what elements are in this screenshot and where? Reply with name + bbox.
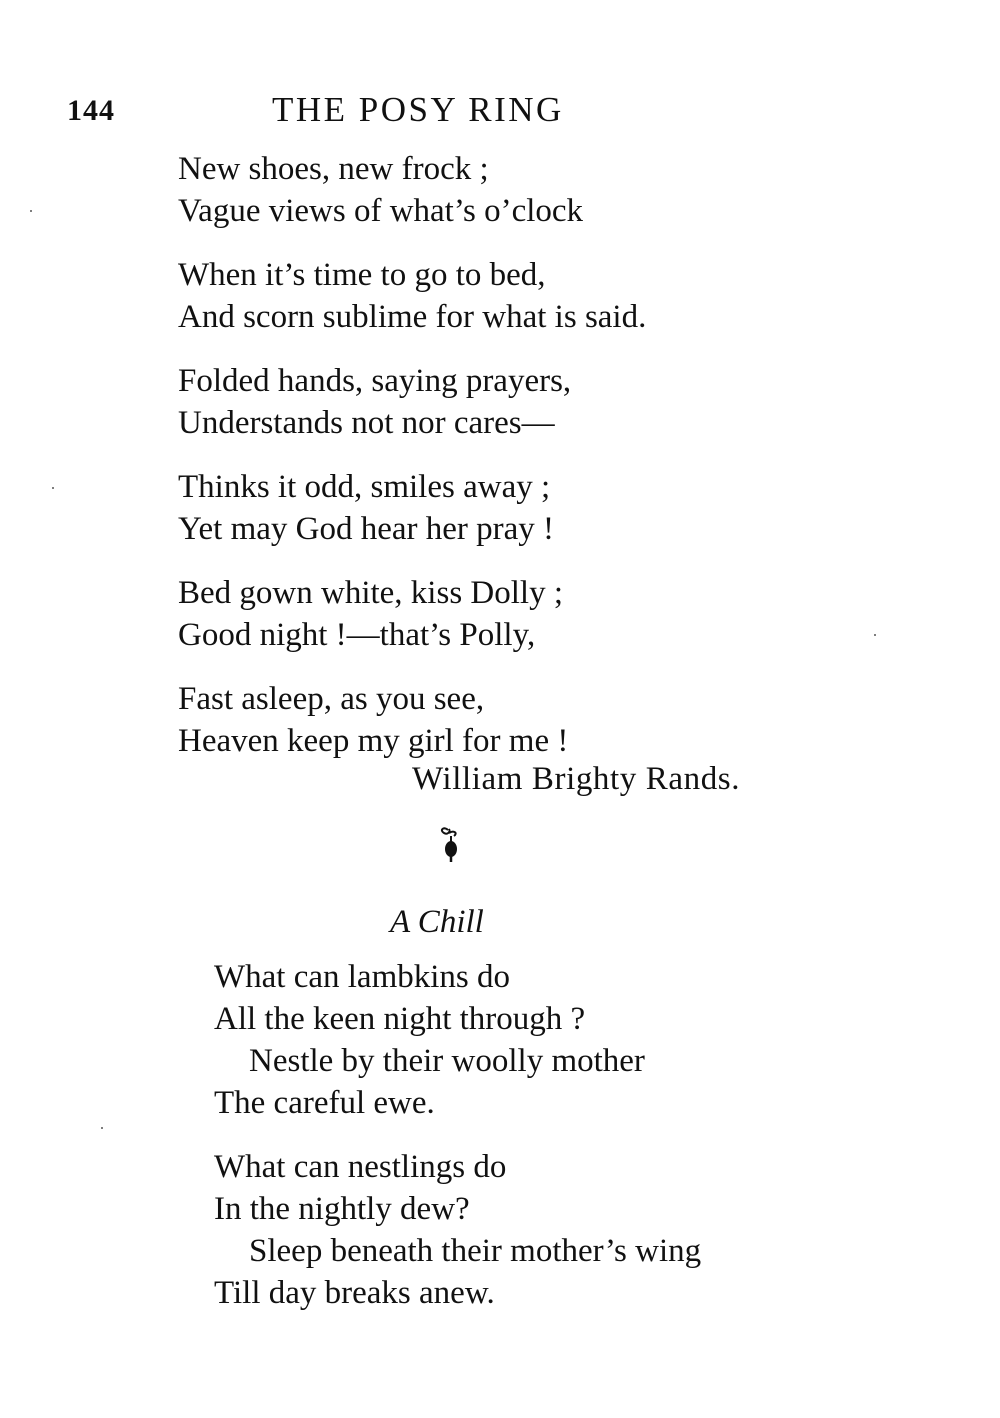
poem-line: What can nestlings do bbox=[214, 1149, 507, 1185]
poem-line-indented: Sleep beneath their mother’s wing bbox=[249, 1233, 702, 1269]
poem-line: New shoes, new frock ; bbox=[178, 151, 489, 187]
poem-line: Yet may God hear her pray ! bbox=[178, 511, 555, 547]
poem-line: Thinks it odd, smiles away ; bbox=[178, 469, 551, 505]
poem-line: Good night !—that’s Polly, bbox=[178, 617, 536, 653]
poem-line-indented: Nestle by their woolly mother bbox=[249, 1043, 645, 1079]
scan-speck bbox=[30, 210, 32, 212]
stanza bbox=[178, 254, 646, 338]
poem-line: When it’s time to go to bed, bbox=[178, 257, 546, 293]
stanza bbox=[178, 572, 646, 656]
poem-line: In the nightly dew? bbox=[214, 1191, 470, 1227]
scan-speck bbox=[52, 487, 54, 489]
poem-line: Fast asleep, as you see, bbox=[178, 681, 485, 717]
scan-speck bbox=[874, 634, 876, 636]
stanza bbox=[178, 466, 646, 550]
floral-vine-ornament-icon bbox=[436, 824, 466, 864]
poem-line: What can lambkins do bbox=[214, 959, 511, 995]
page-number: 144 bbox=[67, 94, 115, 127]
poem-line: And scorn sublime for what is said. bbox=[178, 299, 647, 335]
poem-line: Folded hands, saying prayers, bbox=[178, 363, 572, 399]
poem-continued bbox=[178, 148, 646, 784]
poem-line: All the keen night through ? bbox=[214, 1001, 586, 1037]
poem-line: Heaven keep my girl for me ! bbox=[178, 723, 569, 759]
stanza bbox=[178, 678, 646, 762]
poem-line: Vague views of what’s o’clock bbox=[178, 193, 584, 229]
poem-a-chill bbox=[214, 956, 701, 1336]
stanza bbox=[214, 956, 701, 1124]
poem-line: The careful ewe. bbox=[214, 1085, 435, 1121]
stanza bbox=[178, 360, 646, 444]
stanza bbox=[214, 1146, 701, 1314]
poem-line: Till day breaks anew. bbox=[214, 1275, 495, 1311]
poem-title: A Chill bbox=[390, 904, 484, 940]
poem-line: Understands not nor cares— bbox=[178, 405, 555, 441]
scan-speck bbox=[101, 1127, 103, 1129]
stanza bbox=[178, 148, 646, 232]
poem-author: William Brighty Rands. bbox=[412, 761, 741, 797]
poem-line: Bed gown white, kiss Dolly ; bbox=[178, 575, 563, 611]
running-title: THE POSY RING bbox=[272, 90, 564, 129]
